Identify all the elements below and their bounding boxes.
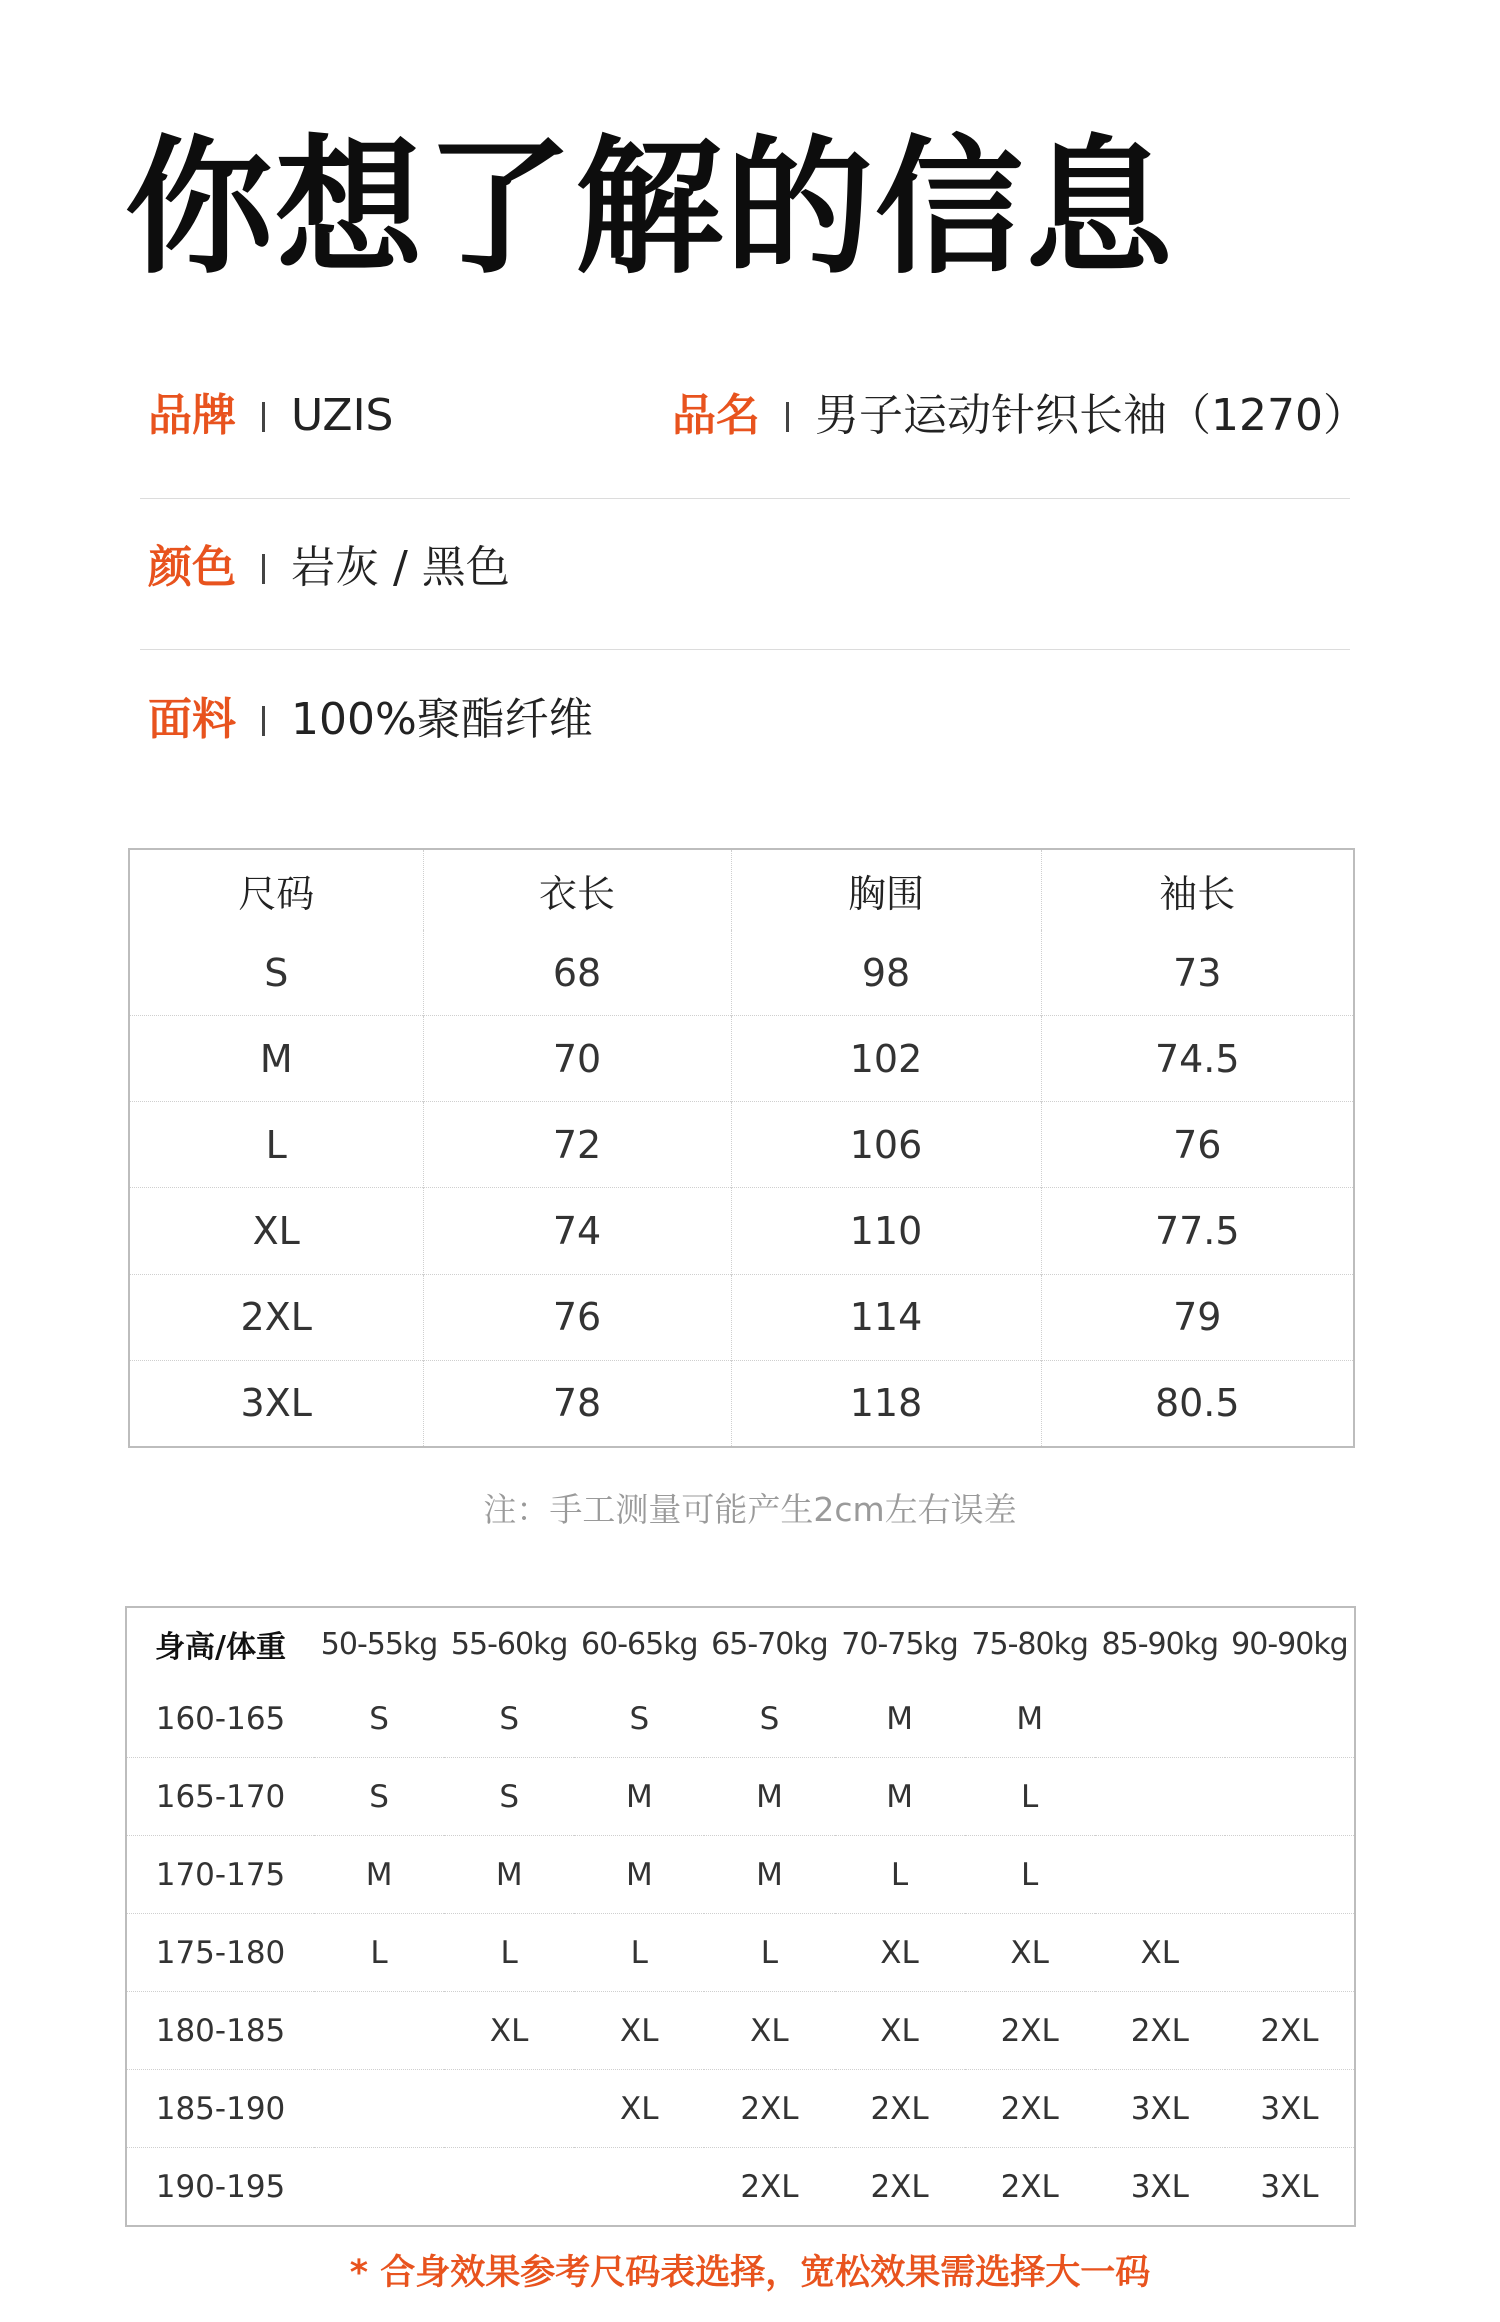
size-header-cell: 衣长 [423, 849, 731, 930]
fit-table-row [126, 1914, 1355, 1992]
size-cell: 106 [731, 1102, 1041, 1188]
size-cell: 73 [1041, 930, 1354, 1016]
fit-table-row [126, 1680, 1355, 1758]
fit-size-cell: XL [574, 1992, 704, 2070]
product-value: 男子运动针织长袖（1270） [815, 390, 1367, 441]
size-cell: 68 [423, 930, 731, 1016]
size-cell: 72 [423, 1102, 731, 1188]
product-label: 品名 [672, 390, 760, 441]
fit-size-cell: XL [1095, 1914, 1225, 1992]
fit-size-cell [1095, 1836, 1225, 1914]
fit-size-cell [1225, 1758, 1355, 1836]
fabric-value: 100%聚酯纤维 [291, 694, 593, 745]
size-table-row [129, 1016, 1354, 1102]
height-cell: 180-185 [126, 1992, 314, 2070]
weight-header-cell: 85-90kg [1101, 1626, 1219, 1662]
fit-table-row [126, 2070, 1355, 2148]
fit-size-cell: 3XL [1095, 2148, 1225, 2227]
height-cell: 170-175 [126, 1836, 314, 1914]
fit-size-cell [444, 2148, 574, 2227]
size-cell: XL [129, 1188, 423, 1274]
fit-size-cell: S [444, 1758, 574, 1836]
size-cell: 102 [731, 1016, 1041, 1102]
weight-header-cell: 65-70kg [711, 1626, 828, 1662]
fit-size-cell: 3XL [1095, 2070, 1225, 2148]
size-cell: 118 [731, 1360, 1041, 1447]
fit-size-cell: 2XL [704, 2070, 834, 2148]
fit-size-cell: L [965, 1758, 1095, 1836]
size-table-row [129, 1102, 1354, 1188]
size-table-row [129, 1360, 1354, 1447]
fit-size-cell: 2XL [835, 2148, 965, 2227]
fit-size-cell: L [965, 1836, 1095, 1914]
fit-corner-cell: 身高/体重 [155, 1630, 286, 1665]
size-cell: 114 [731, 1274, 1041, 1360]
size-table-row [129, 1188, 1354, 1274]
size-header-cell: 袖长 [1041, 849, 1354, 930]
height-cell: 175-180 [126, 1914, 314, 1992]
info-fabric [148, 690, 593, 750]
fit-size-cell: XL [835, 1914, 965, 1992]
fit-table-header [126, 1607, 1355, 1680]
page-title: 你想了解的信息 [125, 122, 1175, 294]
fit-size-cell: 2XL [965, 2070, 1095, 2148]
fit-size-cell [314, 2148, 444, 2227]
color-value: 岩灰 / 黑色 [291, 542, 510, 593]
fit-size-cell [574, 2148, 704, 2227]
fit-size-cell: M [574, 1758, 704, 1836]
separator [262, 402, 265, 432]
size-table-header [129, 849, 1354, 930]
weight-header-cell: 60-65kg [581, 1626, 698, 1662]
fit-size-cell: L [314, 1914, 444, 1992]
divider [140, 649, 1350, 650]
fit-size-cell: 2XL [1095, 1992, 1225, 2070]
fit-size-cell: 2XL [1225, 1992, 1355, 2070]
size-table-row [129, 930, 1354, 1016]
fit-size-cell: 2XL [965, 2148, 1095, 2227]
fit-size-cell [314, 1992, 444, 2070]
size-cell: 78 [423, 1360, 731, 1447]
size-cell: 70 [423, 1016, 731, 1102]
fit-size-cell: XL [704, 1992, 834, 2070]
fit-size-cell: 3XL [1225, 2070, 1355, 2148]
fit-size-cell: 3XL [1225, 2148, 1355, 2227]
divider [140, 498, 1350, 499]
fit-table-row [126, 1758, 1355, 1836]
size-header-cell: 胸围 [731, 849, 1041, 930]
fit-size-cell [1225, 1836, 1355, 1914]
fit-size-cell [1225, 1680, 1355, 1758]
info-brand [148, 386, 393, 446]
fit-size-cell: XL [835, 1992, 965, 2070]
size-cell: 77.5 [1041, 1188, 1354, 1274]
fit-size-cell [1095, 1758, 1225, 1836]
fit-size-cell: XL [574, 2070, 704, 2148]
brand-value: UZIS [291, 390, 394, 441]
fit-size-cell [314, 2070, 444, 2148]
fit-size-cell: 2XL [835, 2070, 965, 2148]
fit-size-cell: 2XL [704, 2148, 834, 2227]
height-cell: 165-170 [126, 1758, 314, 1836]
fit-table-row [126, 2148, 1355, 2227]
fit-size-cell: M [704, 1758, 834, 1836]
fit-size-cell: M [704, 1836, 834, 1914]
size-cell: 3XL [129, 1360, 423, 1447]
size-cell: 2XL [129, 1274, 423, 1360]
size-cell: S [264, 950, 289, 995]
weight-header-cell: 55-60kg [450, 1626, 568, 1662]
fit-size-cell: M [314, 1836, 444, 1914]
size-cell: 76 [423, 1274, 731, 1360]
footer-note: * 合身效果参考尺码表选择，宽松效果需选择大一码 [349, 2253, 1151, 2293]
separator [262, 554, 265, 584]
fit-size-cell: XL [965, 1914, 1095, 1992]
fit-size-cell: M [835, 1758, 965, 1836]
fit-size-cell [1225, 1914, 1355, 1992]
size-cell: L [129, 1102, 423, 1188]
size-cell: 110 [731, 1188, 1041, 1274]
fabric-label: 面料 [148, 694, 236, 745]
size-cell: 74 [423, 1188, 731, 1274]
fit-table-row [126, 1836, 1355, 1914]
size-header-cell: 尺码 [238, 871, 315, 916]
fit-size-cell: L [444, 1914, 574, 1992]
fit-size-cell: S [369, 1700, 389, 1737]
fit-size-cell: L [835, 1836, 965, 1914]
height-cell: 185-190 [126, 2070, 314, 2148]
fit-size-cell: M [444, 1836, 574, 1914]
size-cell: 79 [1041, 1274, 1354, 1360]
size-table [128, 848, 1355, 1448]
fit-size-cell: M [1016, 1700, 1044, 1737]
size-cell: 76 [1041, 1102, 1354, 1188]
height-cell: 160-165 [155, 1700, 286, 1737]
size-cell: M [129, 1016, 423, 1102]
measurement-note: 注：手工测量可能产生2cm左右误差 [483, 1490, 1017, 1529]
fit-table [125, 1606, 1356, 2227]
color-label: 颜色 [148, 542, 236, 593]
height-cell: 190-195 [126, 2148, 314, 2227]
fit-size-cell: L [704, 1914, 834, 1992]
fit-size-cell: L [574, 1914, 704, 1992]
fit-size-cell: M [886, 1700, 913, 1737]
info-color [148, 538, 510, 598]
size-cell: 80.5 [1041, 1360, 1354, 1447]
fit-size-cell: S [314, 1758, 444, 1836]
fit-size-cell: S [759, 1700, 780, 1737]
brand-label: 品牌 [148, 390, 236, 441]
fit-size-cell: S [499, 1700, 520, 1737]
weight-header-cell: 90-90kg [1231, 1626, 1348, 1662]
separator [786, 402, 789, 432]
weight-header-cell: 75-80kg [971, 1626, 1088, 1662]
size-cell: 74.5 [1041, 1016, 1354, 1102]
weight-header-cell: 50-55kg [320, 1626, 438, 1662]
fit-size-cell [444, 2070, 574, 2148]
size-cell: 98 [731, 930, 1041, 1016]
fit-size-cell [1095, 1680, 1225, 1758]
fit-size-cell: XL [444, 1992, 574, 2070]
size-table-row [129, 1274, 1354, 1360]
fit-size-cell: S [629, 1700, 650, 1737]
weight-header-cell: 70-75kg [841, 1626, 958, 1662]
separator [262, 706, 265, 736]
fit-size-cell: 2XL [965, 1992, 1095, 2070]
fit-table-row [126, 1992, 1355, 2070]
info-product [672, 386, 1367, 446]
fit-size-cell: M [574, 1836, 704, 1914]
